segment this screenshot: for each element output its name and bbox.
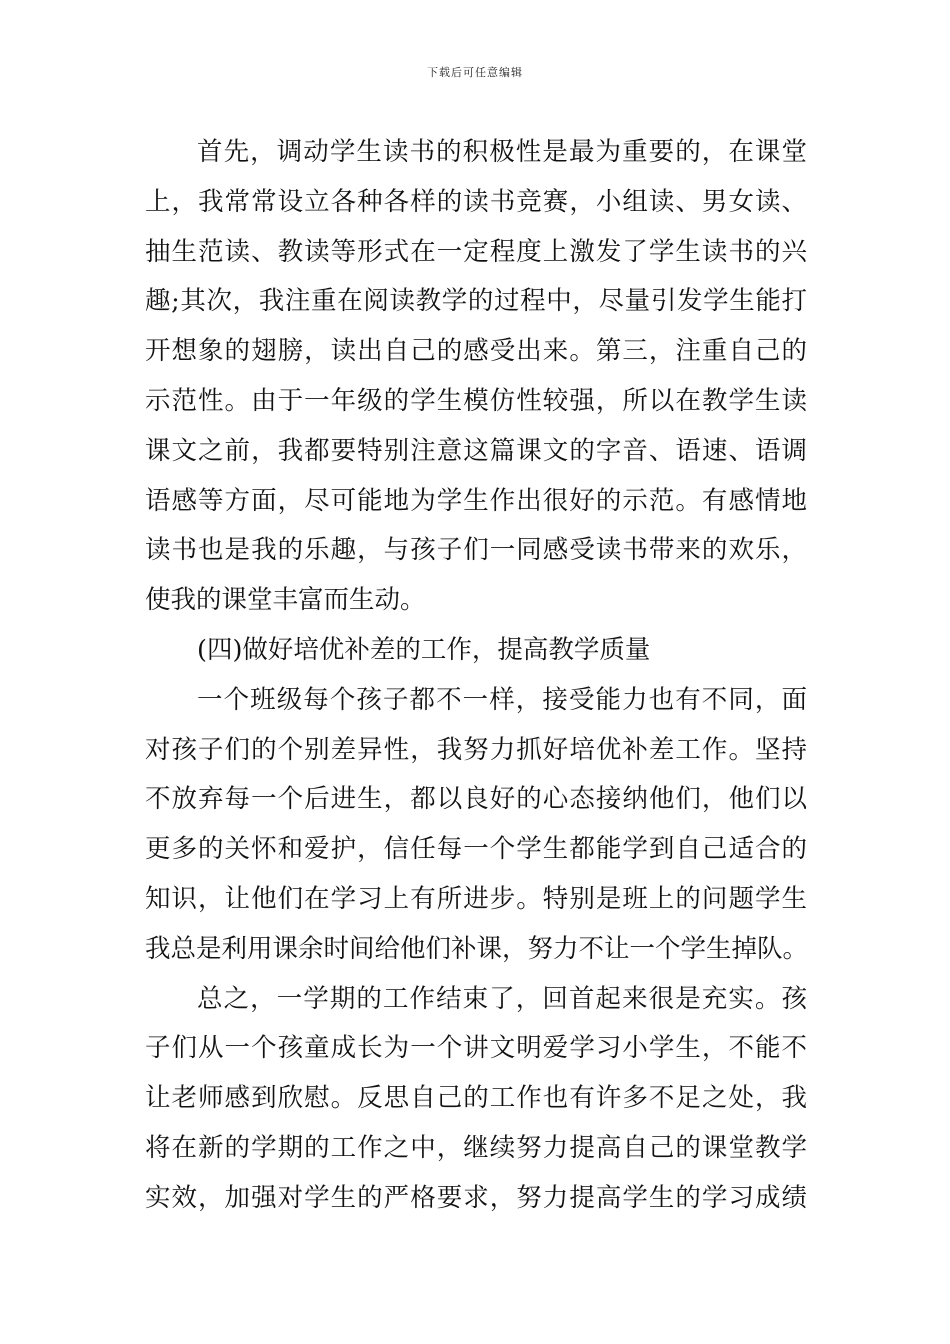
paragraph-line: 知识，让他们在学习上有所进步。特别是班上的问题学生: [145, 883, 807, 914]
paragraph-line: 更多的关怀和爱护，信任每一个学生都能学到自己适合的: [145, 834, 807, 865]
paragraph-line: 示范性。由于一年级的学生模仿性较强，所以在教学生读: [145, 385, 807, 416]
paragraph-line: 子们从一个孩童成长为一个讲文明爱学习小学生，不能不: [145, 1033, 807, 1064]
paragraph-tutoring: [145, 676, 807, 975]
paragraph-line: 让老师感到欣慰。反思自己的工作也有许多不足之处，我: [145, 1083, 807, 1114]
paragraph-line: 开想象的翅膀，读出自己的感受出来。第三，注重自己的: [145, 336, 807, 367]
paragraph-line: 抽生范读、教读等形式在一定程度上激发了学生读书的兴: [145, 236, 807, 267]
paragraph-line: 上，我常常设立各种各样的读书竞赛，小组读、男女读、: [145, 186, 807, 217]
paragraph-line: 总之，一学期的工作结束了，回首起来很是充实。孩: [197, 983, 807, 1014]
paragraph-summary: [145, 975, 807, 1224]
page-header-note: 下载后可任意编辑: [427, 66, 523, 79]
paragraph-line: 读书也是我的乐趣，与孩子们一同感受读书带来的欢乐，: [145, 535, 807, 566]
paragraph-reading: [145, 128, 807, 626]
paragraph-line: 使我的课堂丰富而生动。: [145, 585, 426, 616]
section-heading: (四)做好培优补差的工作，提高教学质量: [197, 634, 651, 665]
document-body: [145, 128, 807, 1224]
paragraph-line: 趣;其次，我注重在阅读教学的过程中，尽量引发学生能打: [145, 286, 807, 317]
paragraph-line: 一个班级每个孩子都不一样，接受能力也有不同，面: [197, 684, 807, 715]
paragraph-line: 不放弃每一个后进生，都以良好的心态接纳他们，他们以: [145, 784, 807, 815]
paragraph-line: 课文之前，我都要特别注意这篇课文的字音、语速、语调: [145, 435, 807, 466]
paragraph-line: 首先，调动学生读书的积极性是最为重要的，在课堂: [197, 137, 807, 167]
paragraph-line: 语感等方面，尽可能地为学生作出很好的示范。有感情地: [145, 485, 807, 516]
paragraph-line: 我总是利用课余时间给他们补课，努力不让一个学生掉队。: [145, 933, 809, 964]
paragraph-line: 对孩子们的个别差异性，我努力抓好培优补差工作。坚持: [145, 734, 807, 765]
paragraph-line: 将在新的学期的工作之中，继续努力提高自己的课堂教学: [145, 1132, 807, 1163]
paragraph-line: 实效，加强对学生的严格要求，努力提高学生的学习成绩: [145, 1182, 807, 1213]
